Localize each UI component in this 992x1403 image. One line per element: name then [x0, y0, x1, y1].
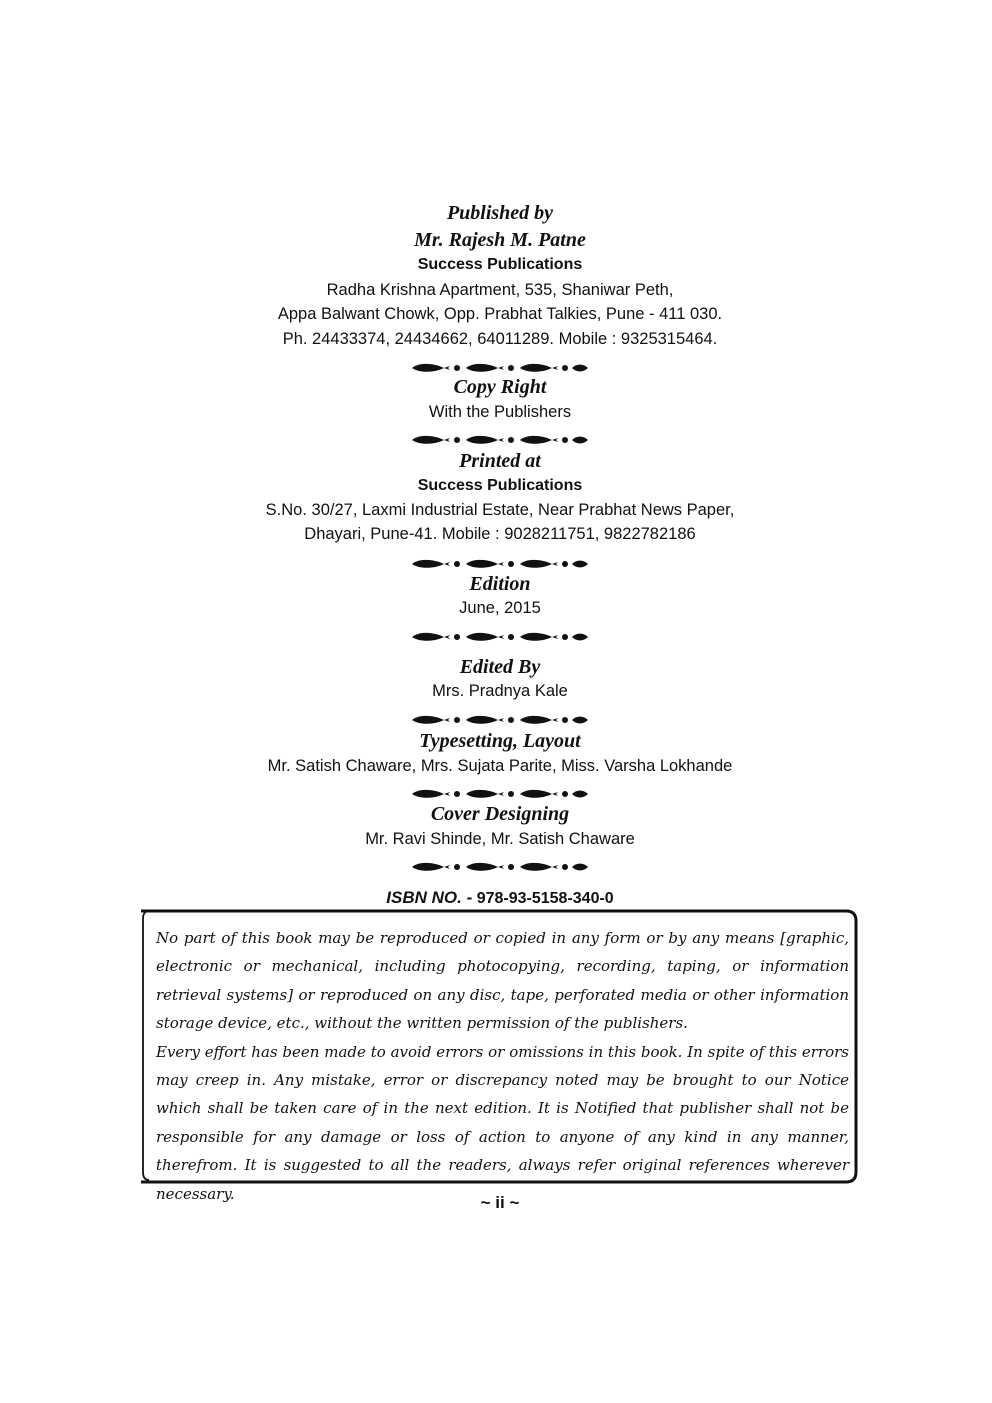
printer-address-line2: Dhayari, Pune-41. Mobile : 9028211751, 9822782186 [304, 525, 696, 543]
leaf-dot-divider-icon [410, 433, 590, 447]
published-by-heading: Published by [446, 202, 554, 224]
page-number: ~ ii ~ [480, 1193, 520, 1212]
leaf-dot-divider-icon [410, 713, 590, 727]
cover-designers: Mr. Ravi Shinde, Mr. Satish Chaware [365, 830, 635, 848]
copyright-text: With the Publishers [428, 403, 572, 421]
leaf-dot-divider-icon [410, 557, 590, 571]
cover-designing-heading: Cover Designing [430, 803, 570, 825]
leaf-dot-divider-icon [410, 361, 590, 375]
printed-at-heading: Printed at [459, 450, 541, 472]
isbn-line [0, 887, 992, 910]
isbn-label: ISBN NO. - [386, 888, 473, 907]
publisher-phone: Ph. 24433374, 24434662, 64011289. Mobile : 9325315464. [282, 330, 718, 348]
typesetting-heading: Typesetting, Layout [419, 730, 581, 752]
notice-paragraph-1: No part of this book may be reproduced or copied in any form or by any means [graphic, electronic or mechanical, including photocopying, recording, taping, or information retrieval systems] or reproduced on any disc, tape, perforated media or other information storage device, etc., without the written permission of the publishers. [156, 929, 849, 1033]
leaf-dot-divider-icon [410, 787, 590, 801]
edition-text: June, 2015 [459, 599, 541, 617]
editor-name: Mrs. Pradnya Kale [432, 682, 568, 700]
publisher-name: Mr. Rajesh M. Patne [414, 229, 586, 251]
publisher-address-line1: Radha Krishna Apartment, 535, Shaniwar Peth, [326, 281, 674, 299]
publisher-address-line2: Appa Balwant Chowk, Opp. Prabhat Talkies, Pune - 411 030. [277, 305, 723, 323]
publisher-company: Success Publications [417, 256, 583, 273]
isbn-value: 978-93-5158-340-0 [476, 890, 614, 907]
leaf-dot-divider-icon [410, 860, 590, 874]
typesetting-names: Mr. Satish Chaware, Mrs. Sujata Parite, Miss. Varsha Lokhande [267, 757, 733, 775]
copyright-heading: Copy Right [453, 376, 547, 398]
leaf-dot-divider-icon [410, 630, 590, 644]
printer-address-line1: S.No. 30/27, Laxmi Industrial Estate, Near Prabhat News Paper, [265, 501, 735, 519]
edition-heading: Edition [469, 573, 531, 595]
edited-by-heading: Edited By [459, 656, 541, 678]
copyright-notice [156, 924, 849, 1208]
printer-company: Success Publications [417, 477, 583, 494]
notice-paragraph-2: Every effort has been made to avoid errors or omissions in this book. In spite of this errors may creep in. Any mistake, error or discrepancy noted may be brought to our Notice which shall be taken care of in the next edition. It is Notified that publisher shall not be responsible for any damage or loss of action to anyone of any kind in any manner, therefrom. It is suggested to all the readers, always refer original references wherever necessary. [156, 1042, 849, 1203]
